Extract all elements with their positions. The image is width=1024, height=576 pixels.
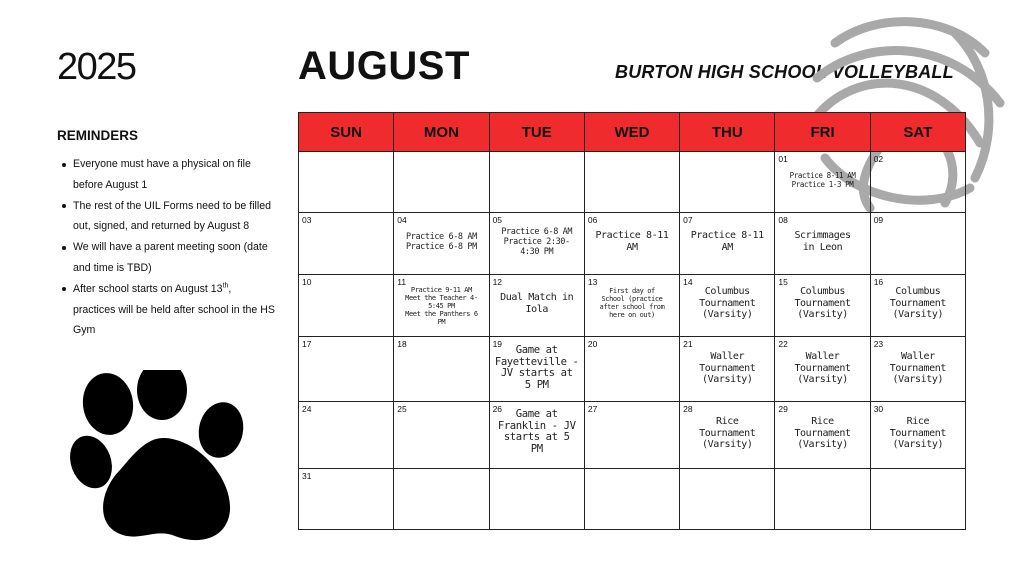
calendar-day-cell: [870, 402, 965, 469]
calendar-day-cell: [489, 469, 584, 530]
year-label: 2025: [57, 46, 136, 88]
day-number: 13: [587, 277, 598, 287]
weekday-header: SAT: [870, 113, 965, 152]
week-row: [299, 152, 966, 213]
calendar-day-cell: [299, 402, 394, 469]
calendar-day-cell: [489, 152, 584, 213]
week-row: [299, 469, 966, 530]
calendar-day-cell: [394, 152, 489, 213]
calendar-day-cell: [394, 402, 489, 469]
event-text: Dual Match in Iola: [500, 292, 574, 315]
day-number: 07: [683, 215, 693, 225]
calendar-day-cell: [584, 402, 679, 469]
day-number: 19: [492, 339, 503, 349]
calendar-day-cell: [299, 275, 394, 337]
day-number: 27: [587, 404, 598, 414]
event-text: Practice 8-11 AM Practice 1-3 PM: [789, 171, 856, 189]
week-row: [299, 213, 966, 275]
calendar-day-cell: [680, 275, 775, 337]
day-number: 22: [778, 339, 788, 349]
calendar-day-cell: [870, 469, 965, 530]
calendar-day-cell: [299, 469, 394, 530]
day-number: 15: [778, 277, 788, 287]
calendar-grid: [298, 112, 966, 530]
weekday-header: MON: [394, 113, 489, 152]
calendar-day-cell: [394, 213, 489, 275]
week-row: [299, 337, 966, 402]
calendar-day-cell: [584, 213, 679, 275]
day-number: 08: [778, 215, 788, 225]
reminder-item: [60, 279, 275, 341]
event-text: Practice 6-8 AM Practice 2:30- 4:30 PM: [501, 227, 573, 257]
reminder-item: Everyone must have a physical on file before August 1: [60, 154, 275, 196]
calendar-day-cell: [680, 152, 775, 213]
day-number: 20: [587, 339, 598, 349]
event-text: Practice 6-8 AM Practice 6-8 PM: [406, 232, 477, 252]
calendar-day-cell: [775, 337, 870, 402]
day-number: 09: [873, 215, 884, 225]
calendar-day-cell: [394, 275, 489, 337]
calendar-day-cell: [870, 152, 965, 213]
event-text: Rice Tournament (Varsity): [699, 416, 756, 450]
event-text: Game at Franklin - JV starts at 5 PM: [497, 408, 576, 455]
event-text: Practice 8-11 AM: [690, 230, 764, 253]
calendar-day-cell: [489, 402, 584, 469]
day-number: 21: [683, 339, 693, 349]
event-text: Practice 9-11 AM Meet the Teacher 4- 5:45 PM Meet the Panthers 6 PM: [405, 286, 478, 326]
day-number: 18: [397, 339, 407, 349]
calendar-day-cell: [870, 213, 965, 275]
calendar-day-cell: [394, 337, 489, 402]
event-text: Rice Tournament (Varsity): [794, 416, 851, 450]
calendar-day-cell: [584, 275, 679, 337]
month-title: AUGUST: [298, 44, 470, 88]
day-number: 11: [397, 277, 407, 287]
reminders-list: [60, 154, 275, 341]
calendar-day-cell: [489, 213, 584, 275]
event-text: First day of School (practice after school from here on out): [599, 287, 665, 319]
calendar-day-cell: [299, 152, 394, 213]
calendar-day-cell: [299, 337, 394, 402]
calendar-day-cell: [584, 337, 679, 402]
day-number: 26: [492, 404, 503, 414]
day-number: 14: [683, 277, 693, 287]
calendar-day-cell: [775, 469, 870, 530]
calendar-day-cell: [680, 213, 775, 275]
day-number: 24: [302, 404, 312, 414]
calendar-day-cell: [870, 337, 965, 402]
calendar-day-cell: [775, 152, 870, 213]
calendar-day-cell: [584, 152, 679, 213]
calendar-day-cell: [775, 275, 870, 337]
day-number: 03: [302, 215, 312, 225]
event-text: Waller Tournament (Varsity): [794, 351, 851, 385]
school-title: BURTON HIGH SCHOOL VOLLEYBALL: [615, 62, 954, 82]
calendar-day-cell: [394, 469, 489, 530]
event-text: Columbus Tournament (Varsity): [889, 286, 946, 320]
reminders-heading: REMINDERS: [57, 128, 139, 143]
day-number: 30: [873, 404, 884, 414]
weekday-header: THU: [680, 113, 775, 152]
weekday-header: SUN: [299, 113, 394, 152]
day-number: 28: [683, 404, 693, 414]
event-text: Waller Tournament (Varsity): [889, 351, 946, 385]
day-number: 05: [492, 215, 503, 225]
reminder-text: , practices will be held after school in the HS Gym: [73, 282, 275, 337]
event-text: Waller Tournament (Varsity): [699, 351, 756, 385]
weekday-header: TUE: [489, 113, 584, 152]
calendar-day-cell: [775, 213, 870, 275]
week-row: [299, 402, 966, 469]
calendar-day-cell: [680, 337, 775, 402]
day-number: 17: [302, 339, 312, 349]
weekday-header: FRI: [775, 113, 870, 152]
weekday-header-row: [299, 113, 966, 152]
calendar-day-cell: [775, 402, 870, 469]
weekday-header: WED: [584, 113, 679, 152]
event-text: Columbus Tournament (Varsity): [699, 286, 756, 320]
event-text: Scrimmages in Leon: [794, 230, 851, 253]
calendar-day-cell: [680, 469, 775, 530]
ordinal-suffix: th: [222, 282, 229, 290]
day-number: 29: [778, 404, 788, 414]
reminder-text: After school starts on August 13: [73, 282, 223, 295]
week-row: [299, 275, 966, 337]
day-number: 25: [397, 404, 407, 414]
day-number: 23: [873, 339, 884, 349]
day-number: 10: [302, 277, 312, 287]
event-text: Practice 8-11 AM: [595, 230, 669, 253]
day-number: 31: [302, 471, 312, 481]
event-text: Columbus Tournament (Varsity): [794, 286, 851, 320]
event-text: Game at Fayetteville - JV starts at 5 PM: [494, 344, 579, 391]
day-number: 01: [778, 154, 788, 164]
reminder-item: The rest of the UIL Forms need to be filled out, signed, and returned by August 8: [60, 196, 275, 238]
day-number: 16: [873, 277, 884, 287]
calendar-day-cell: [489, 337, 584, 402]
day-number: 02: [873, 154, 884, 164]
calendar-day-cell: [680, 402, 775, 469]
day-number: 04: [397, 215, 407, 225]
day-number: 12: [492, 277, 503, 287]
day-number: 06: [587, 215, 598, 225]
calendar-day-cell: [584, 469, 679, 530]
event-text: Rice Tournament (Varsity): [889, 416, 946, 450]
calendar-day-cell: [489, 275, 584, 337]
calendar-day-cell: [299, 213, 394, 275]
paw-print-icon: [70, 370, 250, 548]
reminder-item: We will have a parent meeting soon (date and time is TBD): [60, 237, 275, 279]
calendar-day-cell: [870, 275, 965, 337]
